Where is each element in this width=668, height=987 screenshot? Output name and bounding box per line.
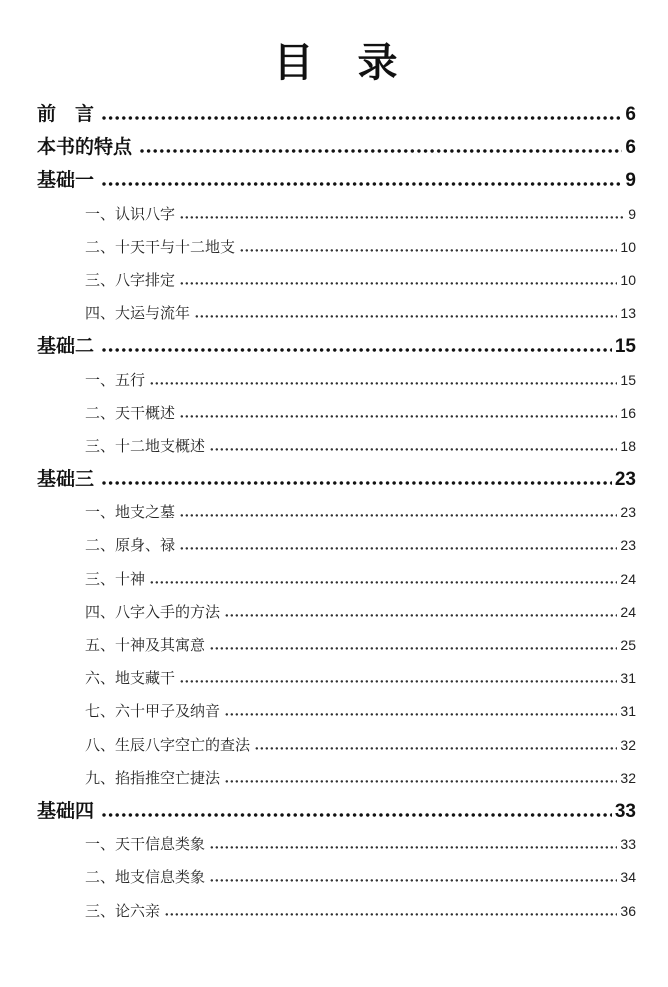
toc-entry[interactable] <box>37 330 636 363</box>
dotted-leader <box>150 382 617 385</box>
toc-entry[interactable] <box>37 164 636 197</box>
toc-entry-label: 三、十二地支概述 <box>85 438 206 455</box>
toc-entry-page-number: 31 <box>620 670 636 687</box>
toc-entry-page-number: 34 <box>620 869 636 886</box>
toc-entry[interactable] <box>37 795 636 828</box>
toc-entry-page-number: 32 <box>620 769 636 786</box>
dotted-leader <box>101 481 612 485</box>
dotted-leader <box>150 581 617 584</box>
dotted-leader <box>180 514 617 517</box>
dotted-leader <box>180 415 617 418</box>
toc-entry-label: 一、认识八字 <box>85 206 176 223</box>
toc-entry-label: 二、原身、禄 <box>85 538 176 555</box>
toc-entry[interactable] <box>37 297 636 330</box>
toc-entry[interactable] <box>37 463 636 496</box>
toc-entry-label: 七、六十甲子及纳音 <box>85 704 221 721</box>
toc-entry-label: 前 言 <box>37 104 95 125</box>
toc-entry-page-number: 13 <box>620 305 636 322</box>
dotted-leader <box>210 879 617 882</box>
toc-entry-page-number: 9 <box>625 170 636 192</box>
toc-entry[interactable] <box>37 364 636 397</box>
toc-entry-page-number: 6 <box>625 137 636 159</box>
toc-entry-page-number: 31 <box>620 703 636 720</box>
toc-entry-page-number: 9 <box>628 205 636 222</box>
dotted-leader <box>101 182 622 186</box>
toc-entry[interactable] <box>37 98 636 131</box>
toc-entry-label: 九、掐指推空亡捷法 <box>85 770 221 787</box>
toc-entry-label: 基础一 <box>37 170 95 192</box>
toc-entry-label: 五、十神及其寓意 <box>85 638 206 654</box>
toc-entry[interactable] <box>37 131 636 164</box>
dotted-leader <box>101 116 622 120</box>
dotted-leader <box>180 547 617 550</box>
toc-entry-label: 一、五行 <box>85 372 146 389</box>
toc-entry-label: 一、地支之墓 <box>85 505 176 522</box>
dotted-leader <box>180 216 625 219</box>
toc-entry-page-number: 15 <box>620 371 636 388</box>
toc-entry-label: 三、八字排定 <box>85 272 176 289</box>
toc-entry-page-number: 33 <box>620 836 636 853</box>
toc-entry-page-number: 16 <box>620 404 636 421</box>
toc-entry[interactable] <box>37 496 636 529</box>
toc-entry-label: 基础四 <box>37 800 95 822</box>
dotted-leader <box>210 448 617 451</box>
toc-entry-page-number: 23 <box>620 504 636 521</box>
toc-entry-label: 六、地支藏干 <box>85 671 176 688</box>
page-title: 目 录 <box>273 41 400 85</box>
toc-entry-label: 二、十天干与十二地支 <box>85 239 236 256</box>
toc-entry-label: 本书的特点 <box>37 137 133 159</box>
toc-entry-label: 二、地支信息类象 <box>85 870 206 887</box>
toc-entry-label: 基础三 <box>37 469 95 491</box>
toc-entry[interactable] <box>37 231 636 264</box>
toc-entry[interactable] <box>37 828 636 861</box>
toc-entry-label: 八、生辰八字空亡的查法 <box>85 737 251 754</box>
dotted-leader <box>240 249 617 252</box>
dotted-leader <box>165 913 617 916</box>
toc-entry[interactable] <box>37 861 636 894</box>
toc-entry-page-number: 10 <box>620 271 636 288</box>
dotted-leader <box>180 282 617 285</box>
dotted-leader <box>101 348 612 352</box>
toc-entry-page-number: 36 <box>620 902 636 919</box>
toc-entry-label: 四、八字入手的方法 <box>85 604 221 621</box>
dotted-leader <box>180 680 617 683</box>
dotted-leader <box>139 149 622 153</box>
toc-entry-label: 二、天干概述 <box>85 405 176 422</box>
dotted-leader <box>255 747 617 750</box>
toc-entry-page-number: 15 <box>614 336 636 358</box>
toc-entry[interactable] <box>37 629 636 662</box>
dotted-leader <box>210 647 617 650</box>
toc-entry[interactable] <box>37 529 636 562</box>
toc-entry[interactable] <box>37 198 636 231</box>
toc-entry-label: 一、天干信息类象 <box>85 837 206 854</box>
toc-entry-page-number: 18 <box>620 437 636 454</box>
toc-entry[interactable] <box>37 762 636 795</box>
toc-entry-label: 三、十神 <box>85 571 146 588</box>
toc-entry-label: 三、论六亲 <box>85 903 161 920</box>
toc-entry[interactable] <box>37 695 636 728</box>
toc-entry-page-number: 33 <box>614 800 636 822</box>
dotted-leader <box>225 614 617 617</box>
toc-entry-page-number: 6 <box>625 104 636 125</box>
toc-entry-page-number: 10 <box>620 238 636 255</box>
toc-entry-label: 四、大运与流年 <box>85 306 191 323</box>
dotted-leader <box>195 315 617 318</box>
dotted-leader <box>101 813 612 817</box>
toc-entry-page-number: 25 <box>620 637 636 653</box>
toc-entry[interactable] <box>37 729 636 762</box>
toc-entry[interactable] <box>37 662 636 695</box>
toc-entry-page-number: 23 <box>620 537 636 554</box>
toc-entry[interactable] <box>37 264 636 297</box>
toc-entry-page-number: 24 <box>620 570 636 587</box>
toc-entry-page-number: 32 <box>620 736 636 753</box>
dotted-leader <box>210 846 617 849</box>
toc-list <box>37 98 636 928</box>
toc-entry[interactable] <box>37 397 636 430</box>
toc-entry[interactable] <box>37 430 636 463</box>
toc-entry[interactable] <box>37 563 636 596</box>
dotted-leader <box>225 713 617 716</box>
toc-entry-page-number: 23 <box>614 469 636 491</box>
toc-entry-page-number: 24 <box>620 603 636 620</box>
toc-entry[interactable] <box>37 596 636 629</box>
toc-entry-label: 基础二 <box>37 336 95 358</box>
dotted-leader <box>225 780 617 783</box>
toc-entry[interactable] <box>37 895 636 928</box>
